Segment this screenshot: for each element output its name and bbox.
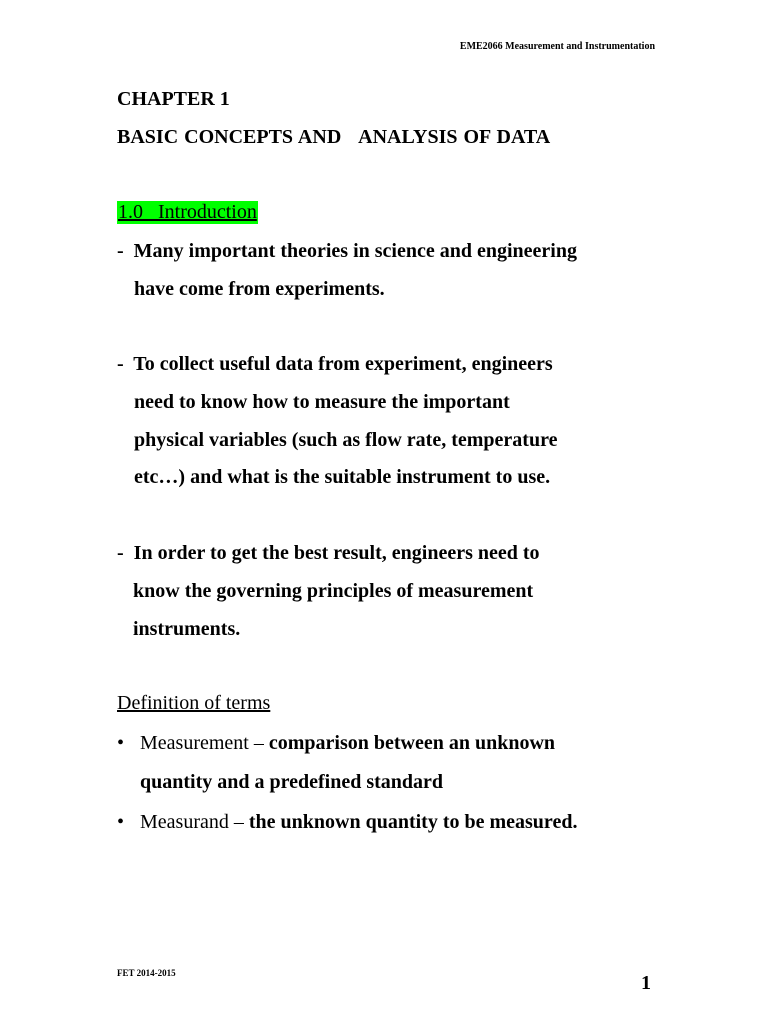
- page-number: 1: [641, 972, 651, 994]
- chapter-title: BASIC CONCEPTS AND ANALYSIS OF DATA: [117, 126, 551, 148]
- definition-term: Measurement –: [140, 732, 269, 754]
- footer-label: FET 2014-2015: [117, 968, 176, 978]
- chapter-number: CHAPTER 1: [117, 88, 230, 110]
- bullet-icon: •: [117, 732, 125, 754]
- paragraph-1-line-2: have come from experiments.: [134, 278, 385, 300]
- paragraph-3-line-1: - In order to get the best result, engineers need to: [117, 542, 540, 564]
- paragraph-2-line-1: - To collect useful data from experiment, engineers: [117, 353, 553, 375]
- section-heading: 1.0 Introduction: [118, 201, 257, 223]
- paragraph-1-line-1: - Many important theories in science and engineering: [117, 240, 577, 262]
- definition-text: comparison between an unknown: [268, 732, 556, 754]
- bullet-icon: •: [117, 811, 125, 833]
- paragraph-2-line-4: etc…) and what is the suitable instrument to use.: [134, 466, 551, 488]
- paragraph-2-line-3: physical variables (such as flow rate, temperature: [134, 429, 558, 451]
- running-header: EME2066 Measurement and Instrumentation: [459, 41, 655, 52]
- definition-text-continued: quantity and a predefined standard: [140, 771, 444, 793]
- paragraph-2-line-2: need to know how to measure the important: [134, 391, 510, 413]
- definition-text: the unknown quantity to be measured.: [248, 811, 578, 833]
- paragraph-3-line-3: instruments.: [133, 618, 241, 640]
- definition-term: Measurand –: [140, 811, 249, 833]
- paragraph-3-line-2: know the governing principles of measurement: [133, 580, 534, 602]
- definition-item-measurement: [117, 732, 555, 755]
- definitions-heading: Definition of terms: [117, 692, 271, 714]
- definition-item-measurand: [117, 811, 577, 834]
